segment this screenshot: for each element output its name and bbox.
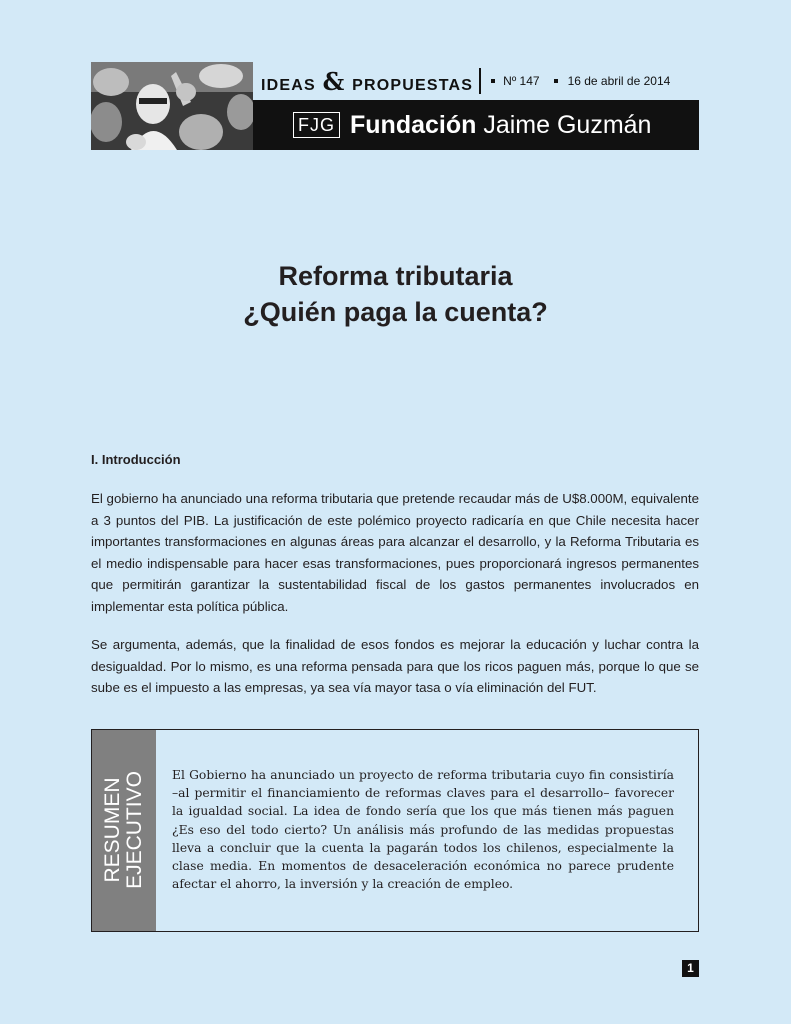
bullet-icon (491, 79, 495, 83)
summary-text: El Gobierno ha anunciado un proyecto de reforma tributaria cuyo fin consistiría –al permitir el financiamiento de reformas claves para el desarrollo– favorecer la igualdad social. La idea de fondo sería que los que más tienen más paguen ¿Es eso del todo cierto? Un análisis más profundo de las medidas propuestas lleva a concluir que la cuenta la pagarán todos los chilenos, especialmente la clase media. En momentos de desaceleración económica no parece prudente afectar el ahorro, la inversión y la creación de empleo. (172, 768, 674, 892)
bullet-icon (554, 79, 558, 83)
issue-meta (491, 74, 670, 88)
title-line-1: Reforma tributaria (278, 261, 513, 291)
title-line-2: ¿Quién paga la cuenta? (243, 297, 548, 327)
paragraph-1: El gobierno ha anunciado una reforma tributaria que pretende recaudar más de U$8.000M, equivalente a 3 puntos del PIB. La justificación de este polémico proyecto radicaría en que Chile necesita hacer importantes transformaciones en algunas áreas para alcanzar el desarrollo, y la Reforma Tributaria es el medio indispensable para hacer esas transformaciones, pues proporcionará ingresos permanentes que permitirán garantizar la sustentabilidad fiscal de los gastos permanentes involucrados en implementar esta política pública. (91, 491, 699, 614)
brand-bar (253, 100, 699, 150)
issue-number: Nº 147 (503, 74, 540, 88)
document-title (0, 258, 791, 330)
page-number: 1 (682, 960, 699, 977)
issue-date: 16 de abril de 2014 (567, 74, 671, 88)
paragraph-2: Se argumenta, además, que la finalidad de esos fondos es mejorar la educación y luchar contra la desigualdad. Por lo mismo, es una reforma pensada para que los ricos paguen más, porque lo que se sube es el impuesto a las empresas, ya sea vía mayor tasa o vía eliminación del FUT. (91, 637, 699, 695)
executive-summary-box (91, 729, 699, 932)
summary-sidebar (92, 730, 156, 931)
header (91, 62, 699, 150)
header-photo (91, 62, 253, 150)
series-title: IDEAS & PROPUESTAS (261, 66, 474, 96)
fjg-logo: FJG (293, 112, 340, 138)
brand-name: Fundación Jaime Guzmán (350, 110, 652, 139)
divider (479, 68, 481, 94)
section-heading: I. Introducción (91, 452, 181, 467)
summary-label: RESUMEN EJECUTIVO (101, 771, 146, 889)
series-bar (253, 62, 699, 100)
